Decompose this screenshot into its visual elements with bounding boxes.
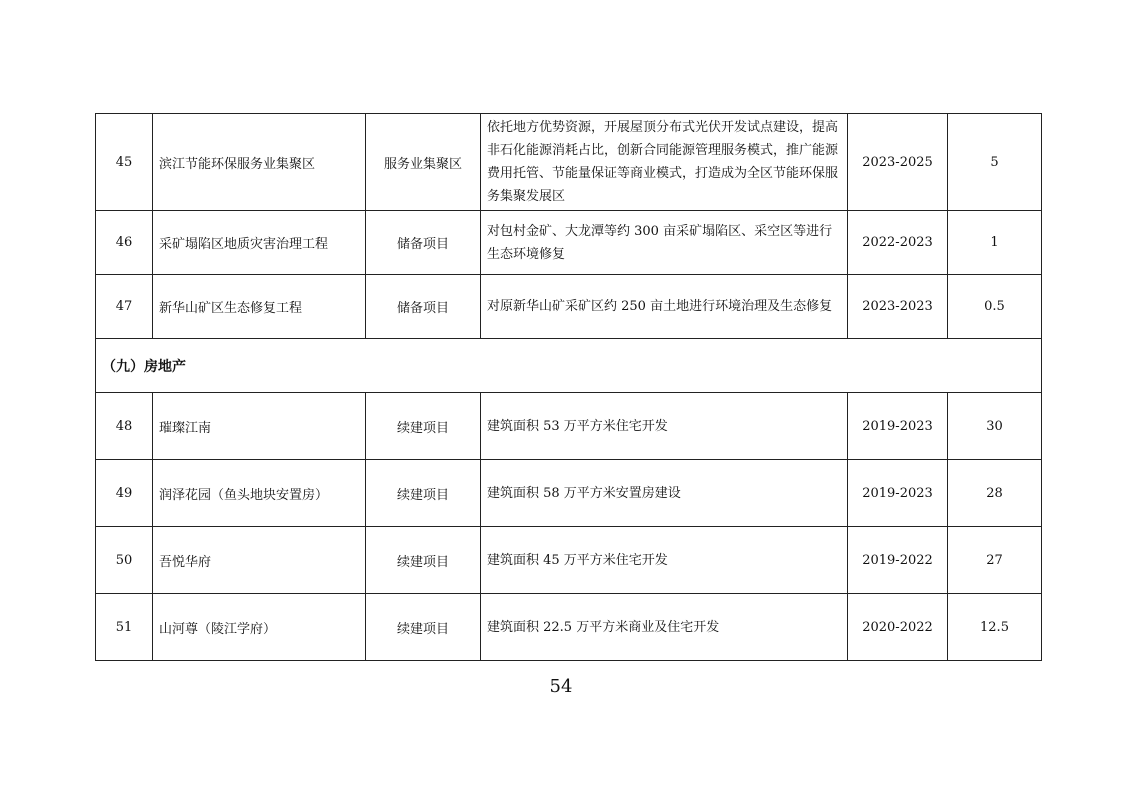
section-heading: （九）房地产 <box>96 339 1042 393</box>
project-type: 储备项目 <box>366 211 481 275</box>
table-row <box>96 460 1042 527</box>
table-row <box>96 393 1042 460</box>
project-name: 润泽花园（鱼头地块安置房） <box>153 460 366 527</box>
project-investment: 28 <box>948 460 1042 527</box>
row-number: 50 <box>96 527 153 594</box>
project-type: 储备项目 <box>366 275 481 339</box>
project-name: 采矿塌陷区地质灾害治理工程 <box>153 211 366 275</box>
project-type: 续建项目 <box>366 460 481 527</box>
project-period: 2022-2023 <box>848 211 948 275</box>
project-content: 建筑面积 45 万平方米住宅开发 <box>481 527 848 594</box>
project-type: 续建项目 <box>366 527 481 594</box>
project-content: 依托地方优势资源，开展屋顶分布式光伏开发试点建设，提高非石化能源消耗占比，创新合同能源管理服务模式，推广能源费用托管、节能量保证等商业模式，打造成为全区节能环保服务集聚发展区 <box>481 114 848 211</box>
table-row <box>96 275 1042 339</box>
project-period: 2023-2025 <box>848 114 948 211</box>
project-period: 2020-2022 <box>848 594 948 661</box>
table-row <box>96 211 1042 275</box>
project-investment: 0.5 <box>948 275 1042 339</box>
project-content: 建筑面积 22.5 万平方米商业及住宅开发 <box>481 594 848 661</box>
row-number: 48 <box>96 393 153 460</box>
project-content: 对原新华山矿采矿区约 250 亩土地进行环境治理及生态修复 <box>481 275 848 339</box>
table-row <box>96 594 1042 661</box>
row-number: 46 <box>96 211 153 275</box>
project-period: 2019-2023 <box>848 460 948 527</box>
row-number: 51 <box>96 594 153 661</box>
project-name: 滨江节能环保服务业集聚区 <box>153 114 366 211</box>
project-content: 建筑面积 58 万平方米安置房建设 <box>481 460 848 527</box>
project-period: 2019-2022 <box>848 527 948 594</box>
project-type: 续建项目 <box>366 393 481 460</box>
project-name: 吾悦华府 <box>153 527 366 594</box>
project-name: 山河尊（陵江学府） <box>153 594 366 661</box>
project-period: 2023-2023 <box>848 275 948 339</box>
project-investment: 12.5 <box>948 594 1042 661</box>
project-content: 对包村金矿、大龙潭等约 300 亩采矿塌陷区、采空区等进行生态环境修复 <box>481 211 848 275</box>
project-period: 2019-2023 <box>848 393 948 460</box>
project-table <box>95 113 1042 661</box>
project-investment: 1 <box>948 211 1042 275</box>
row-number: 45 <box>96 114 153 211</box>
project-type: 服务业集聚区 <box>366 114 481 211</box>
project-name: 新华山矿区生态修复工程 <box>153 275 366 339</box>
table-row <box>96 114 1042 211</box>
project-investment: 5 <box>948 114 1042 211</box>
project-investment: 30 <box>948 393 1042 460</box>
page-number: 54 <box>549 676 573 697</box>
project-content: 建筑面积 53 万平方米住宅开发 <box>481 393 848 460</box>
table-row <box>96 527 1042 594</box>
project-type: 续建项目 <box>366 594 481 661</box>
section-row <box>96 339 1042 393</box>
project-name: 璀璨江南 <box>153 393 366 460</box>
row-number: 47 <box>96 275 153 339</box>
project-investment: 27 <box>948 527 1042 594</box>
row-number: 49 <box>96 460 153 527</box>
